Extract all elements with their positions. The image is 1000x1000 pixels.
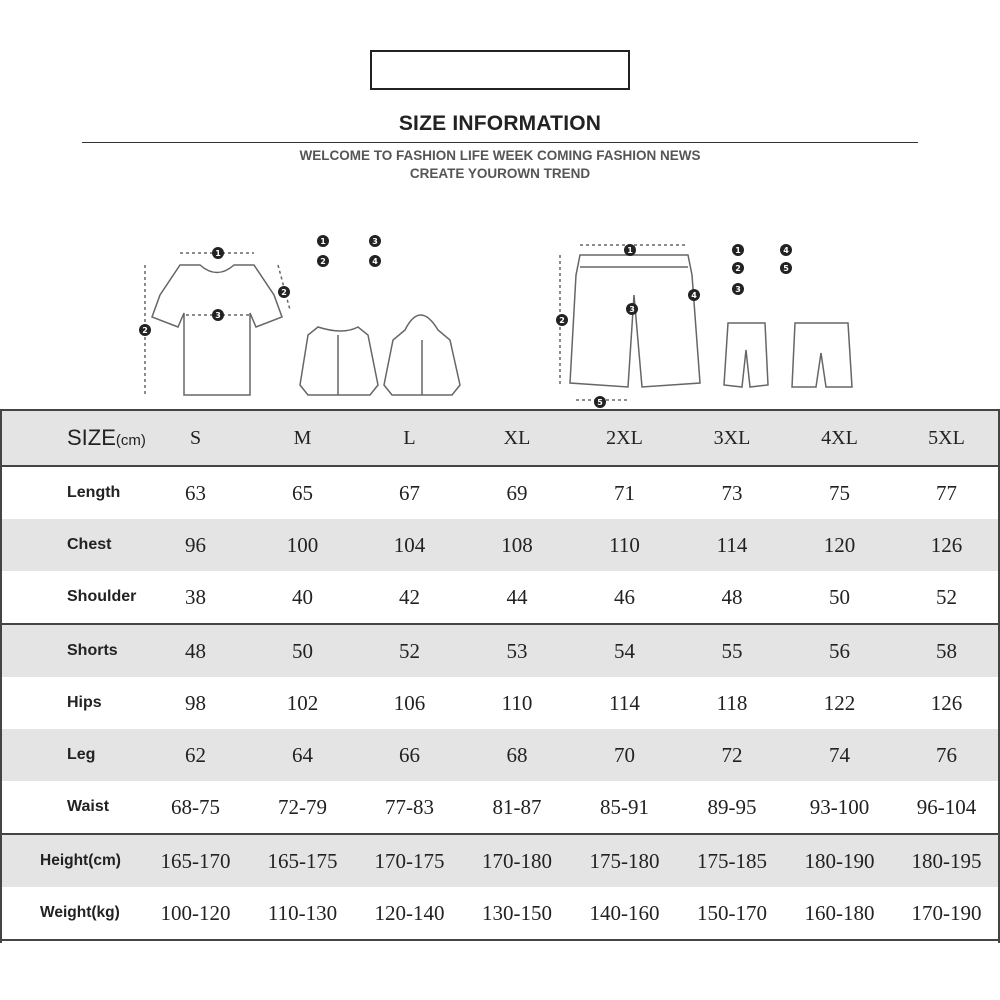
shorts-marker-1: 1	[627, 246, 633, 255]
table-header-row	[0, 410, 1000, 466]
shorts-marker-5: 5	[597, 398, 603, 407]
table-cell: 48	[721, 584, 743, 609]
table-cell: 120	[786, 519, 893, 571]
table-cell: 100-120	[160, 900, 231, 925]
legend-marker-2: 2	[320, 257, 326, 266]
shorts-marker-3: 3	[629, 305, 635, 314]
table-cell: 72	[678, 729, 786, 781]
table-cell: 52	[356, 624, 463, 677]
table-cell: 96	[142, 519, 249, 571]
table-cell: 67	[356, 466, 463, 519]
marker-label-3: 3	[215, 311, 221, 320]
shorts-marker-4: 4	[691, 291, 697, 300]
table-cell: 53	[463, 624, 571, 677]
table-cell: 170-190	[911, 900, 982, 925]
table-cell: 98	[185, 690, 206, 715]
size-column-header: 3XL	[678, 410, 786, 466]
legend-marker-3: 3	[372, 237, 378, 246]
table-cell: 110-130	[267, 900, 338, 925]
table-row-weight	[0, 887, 1000, 940]
table-cell: 77	[893, 466, 1000, 519]
table-cell: 73	[678, 466, 786, 519]
table-row-shorts	[0, 624, 1000, 677]
table-cell: 54	[571, 624, 678, 677]
table-frame-left	[0, 409, 2, 943]
table-cell: 40	[292, 584, 313, 609]
table-cell: 96-104	[916, 794, 977, 819]
table-cell: 75	[786, 466, 893, 519]
table-cell: 93-100	[809, 794, 870, 819]
shorts-legend-1: 1	[735, 246, 741, 255]
shorts-legend-5: 5	[783, 264, 789, 273]
table-cell: 56	[786, 624, 893, 677]
table-cell: 50	[829, 584, 850, 609]
table-cell: 72-79	[278, 794, 327, 819]
table-cell: 126	[893, 519, 1000, 571]
size-column-header: L	[356, 410, 463, 466]
shorts-legend-2: 2	[735, 264, 741, 273]
size-header-unit: (cm)	[115, 432, 146, 449]
table-cell: 170-175	[356, 834, 463, 887]
table-row-leg	[0, 729, 1000, 781]
row-label: Shorts	[0, 624, 142, 677]
table-cell: 64	[249, 729, 356, 781]
marker-label-2: 2	[142, 326, 148, 335]
row-label: Length	[0, 466, 142, 519]
table-cell: 74	[786, 729, 893, 781]
table-cell: 110	[571, 519, 678, 571]
table-cell: 122	[823, 690, 856, 715]
marker-label-1: 1	[215, 249, 221, 258]
table-cell: 102	[286, 690, 319, 715]
table-row-chest	[0, 519, 1000, 571]
row-label: Weight(kg)	[40, 904, 120, 921]
table-cell: 44	[506, 584, 528, 609]
table-cell: 180-190	[786, 834, 893, 887]
size-column-header: 5XL	[893, 410, 1000, 466]
shorts-measurement-diagram	[550, 235, 880, 410]
row-label: Hips	[67, 694, 102, 711]
table-row-hips	[0, 677, 1000, 729]
row-label: Shoulder	[67, 588, 137, 605]
size-column-header: M	[249, 410, 356, 466]
table-cell: 69	[463, 466, 571, 519]
table-cell: 85-91	[600, 794, 649, 819]
table-cell: 42	[399, 584, 420, 609]
table-cell: 46	[614, 584, 635, 609]
shorts-marker-2: 2	[559, 316, 565, 325]
table-row-height	[0, 834, 1000, 887]
table-cell: 110	[501, 690, 533, 715]
table-cell: 76	[893, 729, 1000, 781]
row-label: Chest	[0, 519, 142, 571]
legend-marker-1: 1	[320, 237, 326, 246]
title-bracket-frame	[370, 50, 630, 90]
table-cell: 62	[142, 729, 249, 781]
table-cell: 52	[936, 584, 957, 609]
table-cell: 114	[609, 690, 640, 715]
table-cell: 170-180	[463, 834, 571, 887]
page-title: SIZE INFORMATION	[398, 112, 602, 135]
table-cell: 160-180	[804, 900, 875, 925]
table-cell: 106	[393, 690, 426, 715]
table-cell: 130-150	[482, 900, 552, 925]
table-cell: 66	[356, 729, 463, 781]
table-cell: 58	[893, 624, 1000, 677]
table-cell: 81-87	[492, 794, 542, 819]
marker-label-2b: 2	[281, 288, 287, 297]
table-cell: 71	[571, 466, 678, 519]
table-cell: 65	[249, 466, 356, 519]
table-cell: 175-180	[571, 834, 678, 887]
size-column-header: XL	[463, 410, 571, 466]
table-row-length	[0, 466, 1000, 519]
size-column-header: 4XL	[786, 410, 893, 466]
tshirt-measurement-diagram	[130, 235, 480, 410]
table-cell: 114	[678, 519, 786, 571]
table-cell: 63	[142, 466, 249, 519]
table-cell: 68-75	[171, 794, 220, 819]
table-cell: 180-195	[893, 834, 1000, 887]
size-header-cell	[0, 410, 146, 466]
table-cell: 150-170	[697, 900, 767, 925]
table-cell: 100	[249, 519, 356, 571]
table-cell: 38	[185, 584, 206, 609]
table-cell: 126	[930, 690, 963, 715]
table-cell: 68	[463, 729, 571, 781]
table-cell: 120-140	[374, 900, 445, 925]
table-cell: 55	[678, 624, 786, 677]
table-cell: 77-83	[385, 794, 434, 819]
subtitle-line-1: WELCOME TO FASHION LIFE WEEK COMING FASHION NEWS	[299, 148, 701, 163]
table-cell: 89-95	[707, 794, 757, 819]
title-divider	[82, 142, 918, 143]
title-bracket-top-line	[370, 50, 630, 52]
row-label: Height(cm)	[0, 834, 142, 887]
size-column-header: 2XL	[571, 410, 678, 466]
table-cell: 104	[356, 519, 463, 571]
table-cell: 48	[142, 624, 249, 677]
table-row-shoulder	[0, 571, 1000, 624]
row-label: Leg	[0, 729, 142, 781]
legend-marker-4: 4	[372, 257, 378, 266]
table-cell: 175-185	[678, 834, 786, 887]
size-chart-table	[0, 409, 1000, 941]
shorts-legend-4: 4	[783, 246, 789, 255]
table-cell: 165-175	[249, 834, 356, 887]
table-cell: 165-170	[142, 834, 249, 887]
table-cell: 140-160	[589, 900, 660, 925]
subtitle-line-2: CREATE YOUROWN TREND	[409, 166, 591, 181]
table-cell: 108	[463, 519, 571, 571]
size-header-label: SIZE	[67, 425, 116, 450]
table-cell: 118	[716, 690, 748, 715]
shorts-legend-3: 3	[735, 285, 741, 294]
table-cell: 50	[249, 624, 356, 677]
table-cell: 70	[571, 729, 678, 781]
table-row-waist	[0, 781, 1000, 834]
size-column-header: S	[142, 410, 249, 466]
row-label: Waist	[67, 798, 110, 815]
